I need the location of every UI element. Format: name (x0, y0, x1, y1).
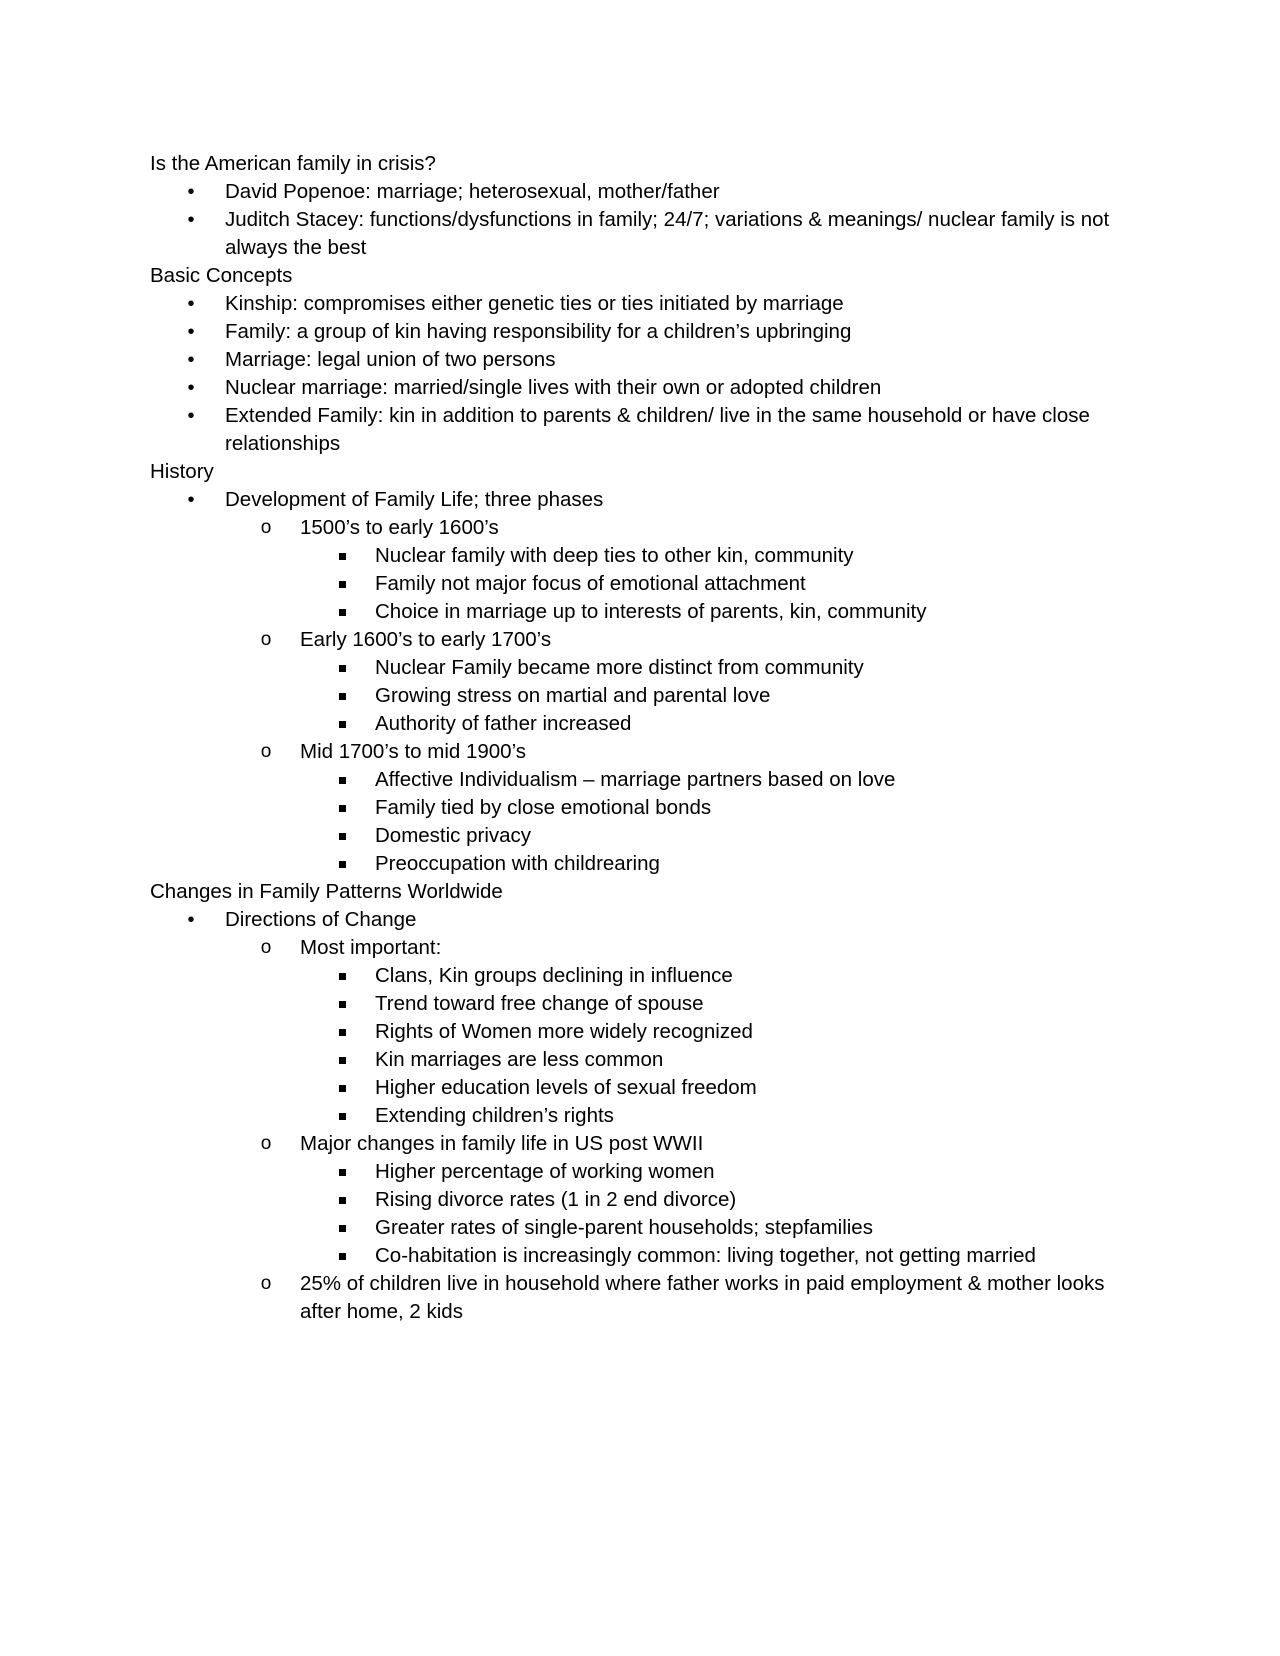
square-bullet-icon (339, 1001, 346, 1008)
square-bullet-item (150, 990, 1130, 1018)
square-bullet-icon (339, 721, 346, 728)
section-heading: History (150, 460, 214, 483)
square-bullet-text: Nuclear Family became more distinct from community (375, 656, 864, 679)
bullet-dot-icon: • (187, 909, 195, 931)
bullet-item (150, 178, 1130, 206)
square-bullet-text: Nuclear family with deep ties to other kin, community (375, 544, 854, 567)
sub-bullet-item (150, 738, 1130, 766)
square-bullet-item (150, 1046, 1130, 1074)
square-bullet-item (150, 822, 1130, 850)
bullet-dot-icon: • (187, 209, 195, 231)
square-bullet-text: Domestic privacy (375, 824, 532, 847)
square-bullet-item (150, 1102, 1130, 1130)
circle-bullet-icon: o (260, 517, 272, 538)
bullet-text: Nuclear marriage: married/single lives with their own or adopted children (225, 376, 882, 399)
square-bullet-text: Higher percentage of working women (375, 1160, 715, 1183)
circle-bullet-icon: o (260, 629, 272, 650)
square-bullet-icon (339, 1029, 346, 1036)
square-bullet-icon (339, 1057, 346, 1064)
sub-bullet-item (150, 1270, 1130, 1326)
square-bullet-item (150, 766, 1130, 794)
square-bullet-icon (339, 973, 346, 980)
square-bullet-text: Higher education levels of sexual freedom (375, 1076, 757, 1099)
sub-bullet-text: Mid 1700’s to mid 1900’s (300, 740, 527, 763)
bullet-text: Directions of Change (225, 908, 417, 931)
square-bullet-icon (339, 1085, 346, 1092)
bullet-dot-icon: • (187, 181, 195, 203)
circle-bullet-icon: o (260, 1133, 272, 1154)
square-bullet-icon (339, 553, 346, 560)
square-bullet-icon (339, 777, 346, 784)
square-bullet-item (150, 542, 1130, 570)
square-bullet-text: Extending children’s rights (375, 1104, 614, 1127)
square-bullet-icon (339, 1113, 346, 1120)
square-bullet-text: Greater rates of single-parent households; stepfamilies (375, 1216, 873, 1239)
bullet-text: David Popenoe: marriage; heterosexual, mother/father (225, 180, 720, 203)
bullet-text: Kinship: compromises either genetic ties or ties initiated by marriage (225, 292, 844, 315)
square-bullet-icon (339, 581, 346, 588)
bullet-text: Juditch Stacey: functions/dysfunctions in family; 24/7; variations & meanings/ nuclear family is not always the best (225, 208, 1110, 259)
bullet-dot-icon: • (187, 321, 195, 343)
bullet-text: Marriage: legal union of two persons (225, 348, 556, 371)
square-bullet-item (150, 1242, 1130, 1270)
square-bullet-icon (339, 1253, 346, 1260)
square-bullet-text: Clans, Kin groups declining in influence (375, 964, 733, 987)
bullet-item (150, 290, 1130, 318)
bullet-item (150, 906, 1130, 934)
square-bullet-item (150, 1074, 1130, 1102)
square-bullet-text: Choice in marriage up to interests of parents, kin, community (375, 600, 927, 623)
sub-bullet-item (150, 626, 1130, 654)
square-bullet-item (150, 1018, 1130, 1046)
square-bullet-text: Affective Individualism – marriage partners based on love (375, 768, 896, 791)
square-bullet-icon (339, 1225, 346, 1232)
square-bullet-text: Trend toward free change of spouse (375, 992, 704, 1015)
square-bullet-icon (339, 609, 346, 616)
square-bullet-item (150, 1158, 1130, 1186)
bullet-item (150, 402, 1130, 458)
sub-bullet-text: 25% of children live in household where father works in paid employment & mother looks after home, 2 kids (300, 1272, 1105, 1323)
bullet-text: Family: a group of kin having responsibility for a children’s upbringing (225, 320, 852, 343)
bullet-text: Extended Family: kin in addition to parents & children/ live in the same household or have close relationships (225, 404, 1090, 455)
square-bullet-icon (339, 805, 346, 812)
square-bullet-item (150, 682, 1130, 710)
circle-bullet-icon: o (260, 1273, 272, 1294)
square-bullet-item (150, 570, 1130, 598)
bullet-dot-icon: • (187, 377, 195, 399)
sub-bullet-item (150, 1130, 1130, 1158)
square-bullet-icon (339, 1197, 346, 1204)
document-body (150, 150, 1130, 1326)
sub-bullet-item (150, 934, 1130, 962)
bullet-text: Development of Family Life; three phases (225, 488, 604, 511)
section-heading: Basic Concepts (150, 264, 293, 287)
sub-bullet-text: Most important: (300, 936, 442, 959)
sub-bullet-text: Early 1600’s to early 1700’s (300, 628, 552, 651)
sub-bullet-item (150, 514, 1130, 542)
bullet-item (150, 346, 1130, 374)
square-bullet-item (150, 1214, 1130, 1242)
square-bullet-item (150, 794, 1130, 822)
section-heading: Changes in Family Patterns Worldwide (150, 880, 503, 903)
square-bullet-text: Preoccupation with childrearing (375, 852, 660, 875)
square-bullet-item (150, 710, 1130, 738)
square-bullet-item (150, 598, 1130, 626)
square-bullet-text: Authority of father increased (375, 712, 632, 735)
square-bullet-item (150, 654, 1130, 682)
square-bullet-icon (339, 833, 346, 840)
square-bullet-text: Kin marriages are less common (375, 1048, 664, 1071)
square-bullet-icon (339, 693, 346, 700)
square-bullet-item (150, 962, 1130, 990)
square-bullet-item (150, 850, 1130, 878)
square-bullet-text: Growing stress on martial and parental love (375, 684, 771, 707)
circle-bullet-icon: o (260, 741, 272, 762)
bullet-item (150, 206, 1130, 262)
section-heading: Is the American family in crisis? (150, 152, 436, 175)
bullet-item (150, 486, 1130, 514)
square-bullet-text: Family tied by close emotional bonds (375, 796, 712, 819)
square-bullet-icon (339, 861, 346, 868)
bullet-dot-icon: • (187, 405, 195, 427)
bullet-item (150, 374, 1130, 402)
bullet-dot-icon: • (187, 349, 195, 371)
square-bullet-text: Rising divorce rates (1 in 2 end divorce) (375, 1188, 737, 1211)
square-bullet-icon (339, 1169, 346, 1176)
square-bullet-text: Rights of Women more widely recognized (375, 1020, 753, 1043)
square-bullet-text: Family not major focus of emotional attachment (375, 572, 806, 595)
square-bullet-item (150, 1186, 1130, 1214)
sub-bullet-text: Major changes in family life in US post WWII (300, 1132, 704, 1155)
bullet-dot-icon: • (187, 293, 195, 315)
square-bullet-icon (339, 665, 346, 672)
bullet-dot-icon: • (187, 489, 195, 511)
sub-bullet-text: 1500’s to early 1600’s (300, 516, 499, 539)
circle-bullet-icon: o (260, 937, 272, 958)
bullet-item (150, 318, 1130, 346)
square-bullet-text: Co-habitation is increasingly common: living together, not getting married (375, 1244, 1036, 1267)
